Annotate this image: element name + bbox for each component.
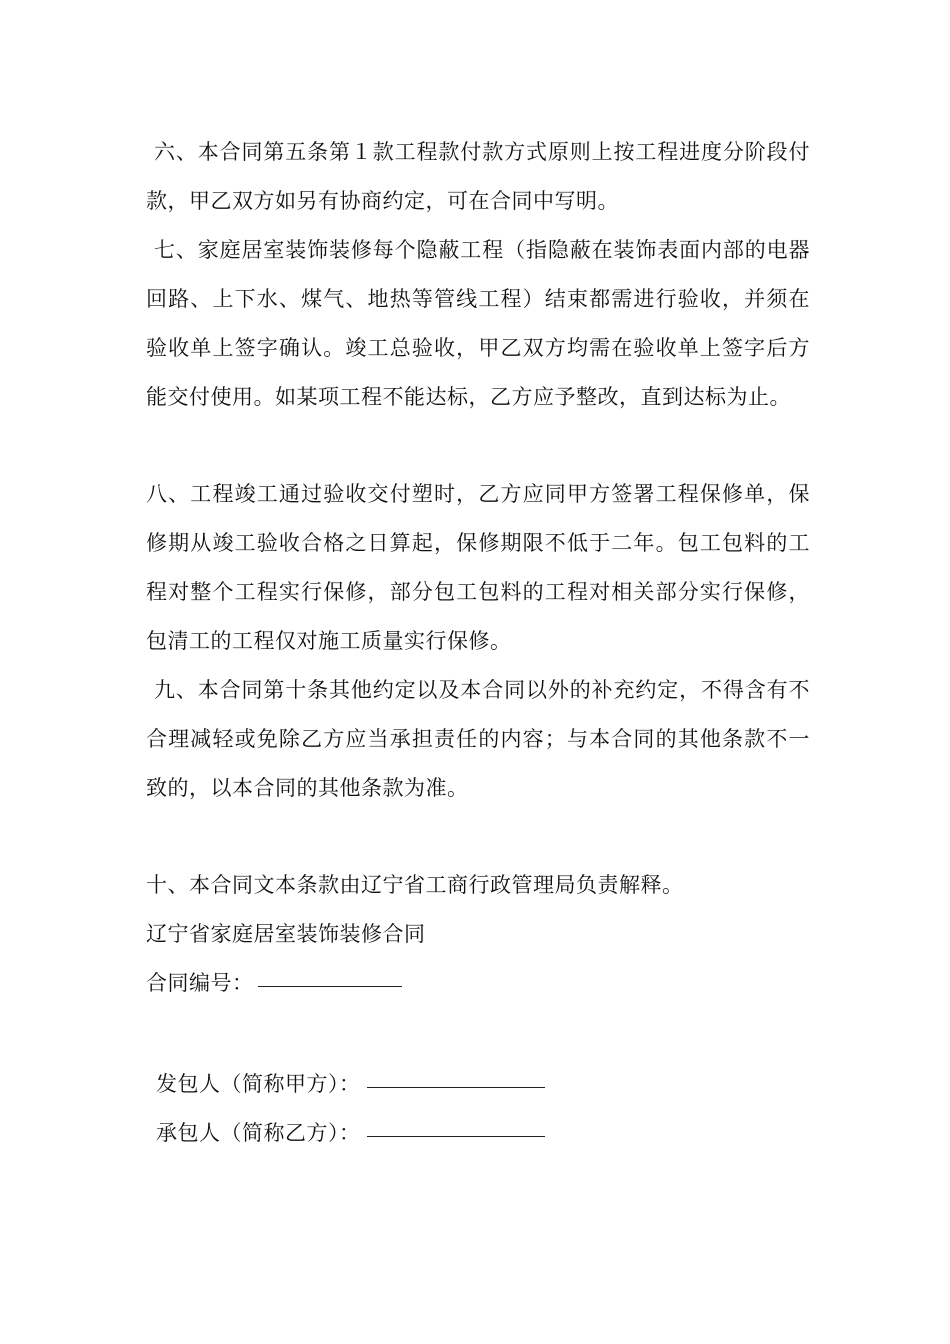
party-b-label: 承包人（简称乙方）： [156, 1121, 361, 1145]
contract-number-blank[interactable] [258, 985, 402, 987]
clause-10: 十、本合同文本条款由辽宁省工商行政管理局负责解释。 [146, 873, 684, 897]
party-b-row [156, 1109, 810, 1158]
spacer [146, 422, 810, 470]
spacer [146, 1008, 810, 1060]
party-a-row [156, 1060, 810, 1109]
party-a-label: 发包人（简称甲方）： [156, 1072, 361, 1096]
contract-number-row [146, 959, 810, 1008]
clause-6: 六、本合同第五条第１款工程款付款方式原则上按工程进度分阶段付款，甲乙双方如另有协商约定，可在合同中写明。 [146, 140, 810, 213]
clause-8: 八、工程竣工通过验收交付塑时，乙方应同甲方签署工程保修单，保修期从竣工验收合格之日算起，保修期限不低于二年。包工包料的工程对整个工程实行保修，部分包工包料的工程对相关部分实行保修，包清工的工程仅对施工质量实行保修。 [146, 482, 810, 653]
party-a-blank[interactable] [367, 1086, 545, 1088]
clause-7: 七、家庭居室装饰装修每个隐蔽工程（指隐蔽在装饰表面内部的电器回路、上下水、煤气、地热等管线工程）结束都需进行验收，并须在验收单上签字确认。竣工总验收，甲乙双方均需在验收单上签字后方能交付使用。如某项工程不能达标，乙方应予整改，直到达标为止。 [146, 238, 810, 409]
contract-title: 辽宁省家庭居室装饰装修合同 [146, 922, 426, 946]
document-body [146, 128, 810, 1158]
contract-number-label: 合同编号： [146, 971, 254, 995]
party-b-blank[interactable] [367, 1135, 545, 1137]
spacer [146, 813, 810, 861]
party-block [146, 1060, 810, 1158]
clause-9: 九、本合同第十条其他约定以及本合同以外的补充约定，不得含有不合理减轻或免除乙方应当承担责任的内容；与本合同的其他条款不一致的，以本合同的其他条款为准。 [146, 678, 810, 800]
